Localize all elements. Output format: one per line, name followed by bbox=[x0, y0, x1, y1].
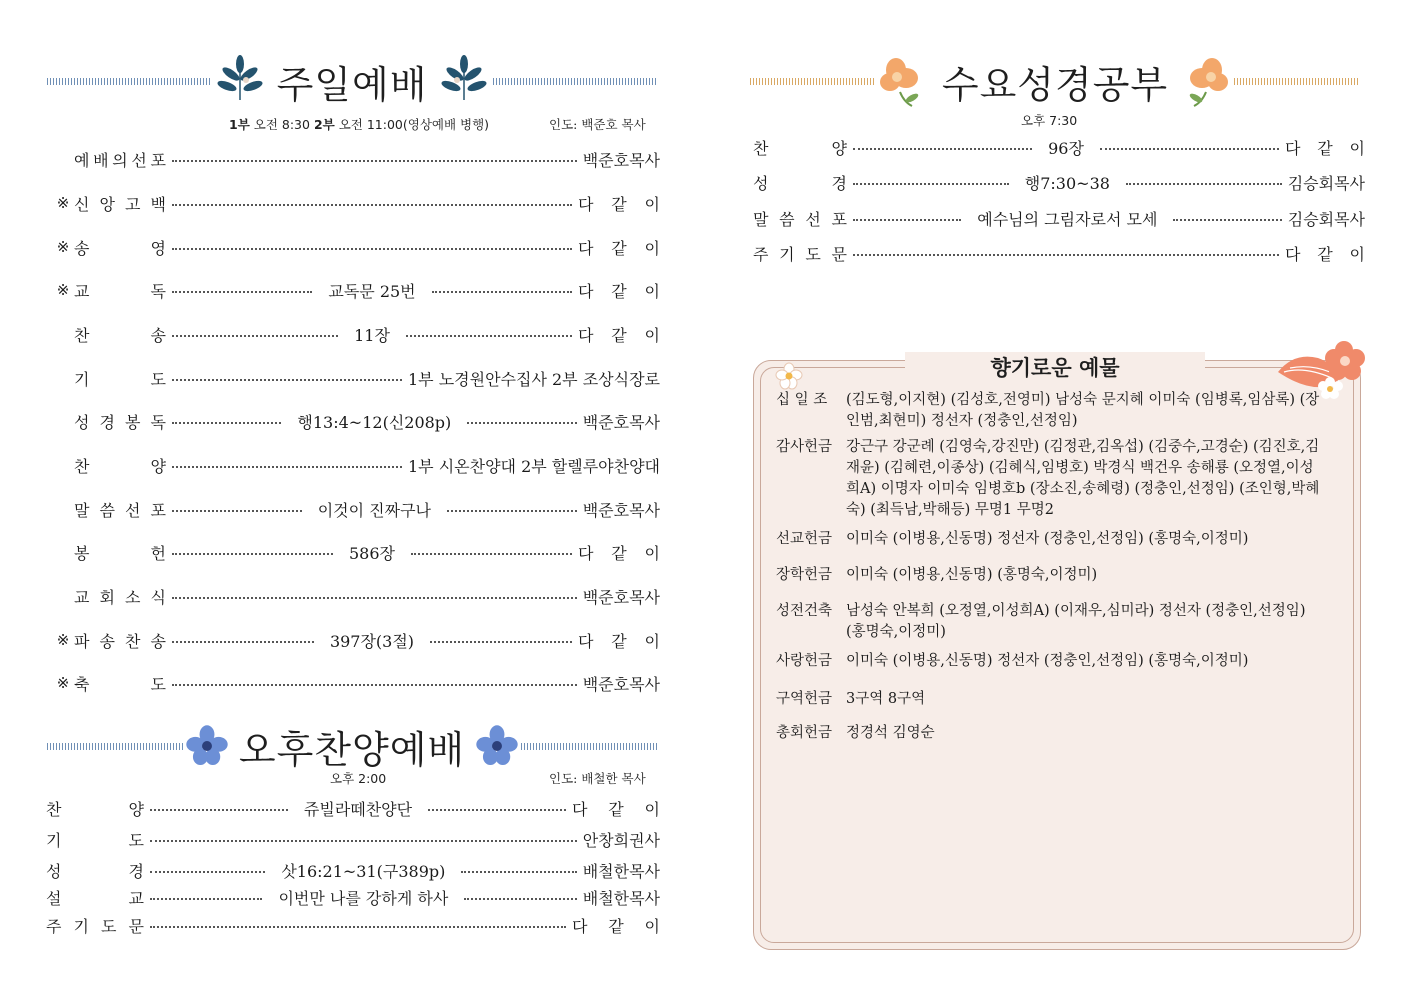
offering-row bbox=[776, 529, 1326, 550]
order-person: 백준호목사 bbox=[582, 500, 660, 520]
order-person: 백준호목사 bbox=[582, 150, 660, 170]
order-label: 찬 송 bbox=[74, 325, 166, 345]
peach-flower-icon bbox=[876, 52, 934, 110]
peach-flower-icon bbox=[1176, 52, 1234, 110]
order-row bbox=[46, 797, 660, 819]
offering-row bbox=[776, 689, 1326, 710]
order-row bbox=[52, 148, 660, 170]
order-person: 1부 시온찬양대 2부 할렐루야찬양대 bbox=[407, 456, 660, 476]
sunday-title: 주일예배 bbox=[276, 62, 428, 107]
offering-title: 향기로운 예물 bbox=[905, 352, 1205, 382]
order-label: 주 기 도 문 bbox=[753, 244, 847, 264]
dotted-leader bbox=[172, 379, 402, 381]
order-row bbox=[46, 828, 660, 850]
offering-category: 십 일 조 bbox=[776, 392, 828, 408]
order-row bbox=[52, 498, 660, 520]
order-label: 말 씀 선 포 bbox=[753, 209, 847, 229]
dotted-leader bbox=[853, 254, 1279, 256]
required-mark: ※ bbox=[56, 281, 70, 299]
dotted-leader bbox=[467, 422, 576, 424]
dotted-leader bbox=[150, 871, 265, 873]
dotted-leader bbox=[150, 840, 577, 842]
order-person: 다 같 이 bbox=[572, 799, 661, 819]
dotted-leader bbox=[853, 219, 961, 221]
order-label: 교 독 bbox=[74, 281, 166, 301]
order-person: 다 같 이 bbox=[578, 194, 660, 214]
order-label: 성 경 bbox=[46, 861, 144, 881]
order-person: 다 같 이 bbox=[578, 238, 660, 258]
order-person: 백준호목사 bbox=[582, 587, 660, 607]
offering-names: 이미숙 (이병용,신동명) (홍명숙,이정미) bbox=[846, 567, 1098, 583]
order-label: 기 도 bbox=[46, 830, 144, 850]
offering-category: 사랑헌금 bbox=[776, 653, 833, 669]
dotted-leader bbox=[172, 510, 302, 512]
dotted-leader bbox=[172, 204, 572, 206]
order-label: 송 영 bbox=[74, 238, 166, 258]
order-person: 다 같 이 bbox=[578, 281, 660, 301]
order-person: 김승회목사 bbox=[1287, 209, 1366, 229]
order-person: 김승회목사 bbox=[1287, 173, 1365, 193]
order-row bbox=[753, 171, 1365, 193]
dotted-leader bbox=[464, 898, 576, 900]
dotted-leader bbox=[432, 291, 572, 293]
order-label: 교 회 소 식 bbox=[74, 587, 166, 607]
dotted-leader bbox=[428, 809, 566, 811]
order-row bbox=[52, 279, 660, 301]
required-mark: ※ bbox=[56, 631, 70, 649]
offering-category: 장학헌금 bbox=[776, 567, 833, 583]
order-detail: 397장(3절) bbox=[329, 631, 415, 651]
order-detail: 행7:30~38 bbox=[1024, 173, 1110, 193]
order-row bbox=[52, 541, 660, 563]
offering-names: 남성숙 안복희 (오정열,이성희A) (이재우,심미라) 정선자 (정충인,선정임) (홍명숙,이정미) bbox=[846, 603, 1306, 640]
blue-flower-icon bbox=[473, 722, 521, 770]
order-detail: 이것이 진짜구나 bbox=[317, 500, 431, 520]
offering-names: (김도형,이지현) (김성호,전영미) 남성숙 문지혜 이미숙 (임병록,임삼록) (장인범,최현미) 정선자 (정충인,선정임) bbox=[846, 392, 1320, 429]
order-person: 1부 노경원안수집사 2부 조상식장로 bbox=[407, 369, 660, 389]
dotted-leader bbox=[150, 898, 262, 900]
dotted-leader bbox=[1126, 183, 1282, 185]
order-row bbox=[52, 367, 660, 389]
order-label: 찬 양 bbox=[46, 799, 144, 819]
order-person: 백준호목사 bbox=[582, 412, 660, 432]
order-person: 다 같 이 bbox=[1285, 244, 1365, 264]
title-rule-right bbox=[493, 78, 657, 85]
dotted-leader bbox=[172, 466, 402, 468]
dotted-leader bbox=[406, 335, 572, 337]
sunday-leader: 인도: 백준호 목사 bbox=[549, 117, 646, 132]
offering-names: 강근구 강군례 (김영숙,강진만) (김정관,김옥섭) (김중수,고경순) (김진호,김재윤) (김혜련,이종상) (김혜식,임병호) 박경식 백건우 송해룡 (오정열,이성희A) 이명자 이미숙 임병호b (장소진,송혜령) (정충인,선정임) (조인형,박혜숙) (최득남,박해등) 무명1 무명2 bbox=[846, 439, 1320, 518]
offering-row bbox=[776, 565, 1326, 586]
order-row bbox=[753, 242, 1365, 264]
order-row bbox=[52, 629, 660, 651]
order-person: 다 같 이 bbox=[578, 325, 661, 345]
dotted-leader bbox=[430, 641, 572, 643]
title-rule-left bbox=[750, 78, 876, 85]
offering-names: 3구역 8구역 bbox=[846, 691, 926, 707]
order-detail: 586장 bbox=[349, 543, 395, 563]
order-label: 봉 헌 bbox=[74, 543, 166, 563]
dotted-leader bbox=[150, 926, 566, 928]
order-row bbox=[52, 585, 660, 607]
afternoon-leader: 인도: 배철한 목사 bbox=[549, 771, 646, 786]
leaf-sprig-icon bbox=[435, 52, 493, 110]
offering-category: 구역헌금 bbox=[776, 691, 833, 707]
order-label: 축 도 bbox=[74, 674, 166, 694]
order-detail: 쥬빌라떼찬양단 bbox=[303, 799, 413, 819]
offering-category: 선교헌금 bbox=[776, 531, 833, 547]
order-person: 배철한목사 bbox=[582, 861, 660, 881]
sunday-title-bar bbox=[47, 50, 657, 112]
order-row bbox=[753, 136, 1365, 158]
right-page bbox=[701, 0, 1403, 992]
order-label: 주 기 도 문 bbox=[46, 916, 144, 936]
wednesday-time: 오후 7:30 bbox=[1021, 113, 1078, 128]
order-row bbox=[46, 886, 660, 908]
offering-row bbox=[776, 437, 1326, 521]
order-label: 성 경 bbox=[753, 173, 847, 193]
afternoon-time: 오후 2:00 bbox=[330, 771, 387, 786]
order-row bbox=[46, 914, 660, 936]
dotted-leader bbox=[172, 684, 577, 686]
order-row bbox=[52, 323, 660, 345]
order-person: 백준호목사 bbox=[582, 674, 660, 694]
offering-row bbox=[776, 651, 1326, 672]
dotted-leader bbox=[172, 160, 577, 162]
dotted-leader bbox=[172, 291, 312, 293]
white-flower-icon bbox=[775, 362, 803, 390]
order-detail: 삿16:21~31(구389p) bbox=[281, 861, 446, 881]
dotted-leader bbox=[172, 553, 333, 555]
required-mark: ※ bbox=[56, 674, 70, 692]
order-person: 다 같 이 bbox=[572, 916, 660, 936]
dotted-leader bbox=[447, 510, 577, 512]
order-label: 찬 양 bbox=[753, 138, 847, 158]
dotted-leader bbox=[1173, 219, 1281, 221]
dotted-leader bbox=[853, 183, 1009, 185]
title-rule-right bbox=[1234, 78, 1360, 85]
required-mark: ※ bbox=[56, 194, 70, 212]
order-row bbox=[52, 672, 660, 694]
title-rule-right bbox=[521, 743, 657, 750]
dotted-leader bbox=[172, 597, 577, 599]
order-detail: 11장 bbox=[354, 325, 390, 345]
order-person: 배철한목사 bbox=[582, 888, 661, 908]
dotted-leader bbox=[853, 148, 1032, 150]
offering-category: 성전건축 bbox=[776, 603, 833, 619]
order-label: 파 송 찬 송 bbox=[74, 631, 166, 651]
order-row bbox=[753, 207, 1365, 229]
offering-row bbox=[776, 390, 1326, 432]
order-person: 다 같 이 bbox=[578, 543, 660, 563]
blue-flower-icon bbox=[183, 722, 231, 770]
dotted-leader bbox=[172, 335, 338, 337]
afternoon-title-bar bbox=[47, 715, 657, 777]
order-row bbox=[52, 236, 660, 258]
order-detail: 이번만 나를 강하게 하사 bbox=[278, 888, 449, 908]
order-row bbox=[52, 410, 660, 432]
title-rule-left bbox=[47, 743, 183, 750]
afternoon-title: 오후찬양예배 bbox=[238, 727, 466, 772]
order-label: 찬 양 bbox=[74, 456, 166, 476]
dotted-leader bbox=[1100, 148, 1279, 150]
dotted-leader bbox=[411, 553, 572, 555]
dotted-leader bbox=[150, 809, 288, 811]
order-label: 기 도 bbox=[74, 369, 166, 389]
offering-row bbox=[776, 723, 1326, 744]
offering-row bbox=[776, 601, 1326, 643]
wednesday-title: 수요성경공부 bbox=[941, 62, 1169, 107]
order-detail: 행13:4~12(신208p) bbox=[297, 412, 452, 432]
order-person: 안창희권사 bbox=[582, 830, 660, 850]
order-detail: 예수님의 그림자로서 모세 bbox=[977, 209, 1158, 229]
wednesday-title-bar bbox=[750, 50, 1360, 112]
dotted-leader bbox=[172, 248, 572, 250]
title-rule-left bbox=[47, 78, 211, 85]
offering-category: 감사헌금 bbox=[776, 439, 833, 455]
order-label: 예 배 의 선 포 bbox=[74, 150, 166, 170]
offering-category: 총회헌금 bbox=[776, 725, 833, 741]
order-label: 말 씀 선 포 bbox=[74, 500, 166, 520]
leaf-sprig-icon bbox=[211, 52, 269, 110]
order-row bbox=[46, 859, 660, 881]
offering-names: 정경석 김영순 bbox=[846, 725, 935, 741]
dotted-leader bbox=[461, 871, 576, 873]
left-page bbox=[0, 0, 701, 992]
offering-names: 이미숙 (이병용,신동명) 정선자 (정충인,선정임) (홍명숙,이정미) bbox=[846, 653, 1249, 669]
offering-names: 이미숙 (이병용,신동명) 정선자 (정충인,선정임) (홍명숙,이정미) bbox=[846, 531, 1249, 547]
order-label: 신 앙 고 백 bbox=[74, 194, 166, 214]
order-label: 설 교 bbox=[46, 888, 144, 908]
order-row bbox=[52, 454, 660, 476]
order-label: 성 경 봉 독 bbox=[74, 412, 166, 432]
order-detail: 교독문 25번 bbox=[328, 281, 416, 301]
sunday-times: 1부 오전 8:30 2부 오전 11:00(영상예배 병행) bbox=[229, 117, 490, 132]
order-detail: 96장 bbox=[1048, 138, 1084, 158]
required-mark: ※ bbox=[56, 238, 70, 256]
order-row bbox=[52, 192, 660, 214]
order-person: 다 같 이 bbox=[1285, 138, 1366, 158]
dotted-leader bbox=[172, 641, 314, 643]
order-person: 다 같 이 bbox=[578, 631, 660, 651]
dotted-leader bbox=[172, 422, 281, 424]
